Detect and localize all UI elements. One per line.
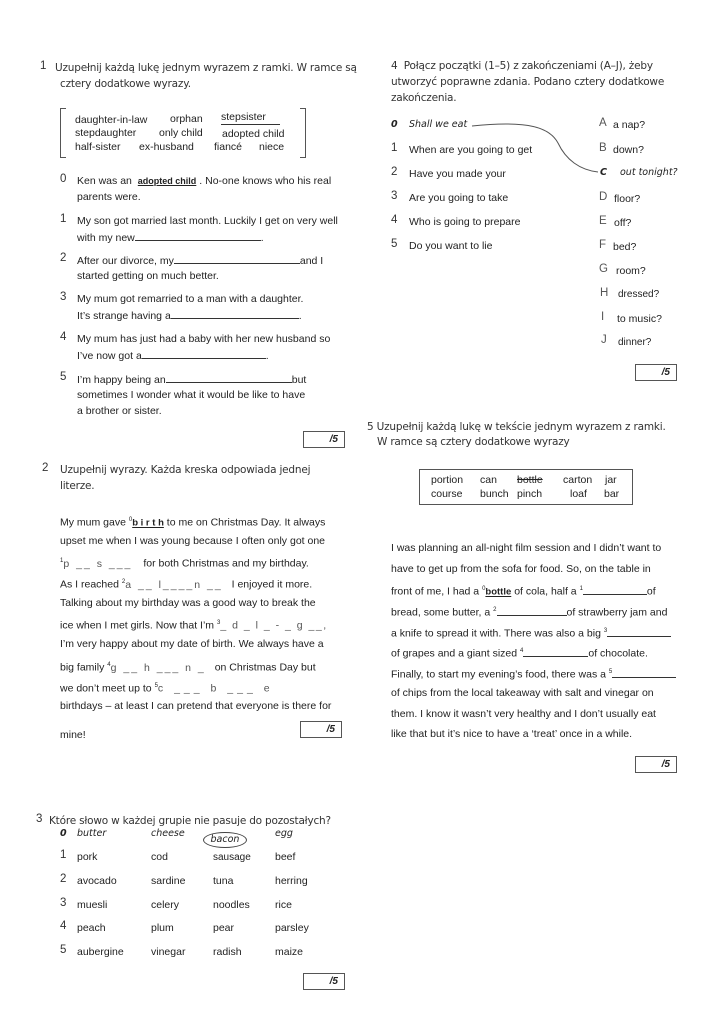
ex1-item5-number: 5 [60,371,67,383]
ex2-line1: My mum gave $^0$b i r t h to me on Christmas Day. It always [60,516,326,529]
ex1-item2-number: 2 [60,252,67,264]
ex4-start2-number: 2 [391,166,398,178]
ex5-line9: them. I know it wasn’t very healthy and I don’t usually eat [391,708,656,720]
ex1-item0-line1: Ken was an adopted child . No-one knows who his real [77,175,332,187]
ex2-line7: I’m very happy about my date of birth. We always have a [60,638,324,650]
ex4-start4-text[interactable]: Who is going to prepare [409,216,521,228]
ex5-instruction-line2: W ramce są cztery dodatkowe wyrazy [377,436,570,448]
word-carton: carton [563,474,593,486]
ex3-row4-word3[interactable]: pear [213,922,235,934]
ex4-start0-number: 0 [391,119,398,130]
ex3-row0-word2: cheese [151,828,185,839]
ex3-instruction: Które słowo w każdej grupie nie pasuje do pozostałych? [49,815,331,827]
ex2-score-box: /5 [300,721,342,738]
ex3-row5-word4[interactable]: maize [275,946,304,958]
ex3-row5-word2[interactable]: vinegar [151,946,186,958]
ex4-end-I-text[interactable]: to music? [617,313,662,325]
ex1-item4-line2: I’ve now got a . [77,347,269,364]
ex1-item5-line2: sometimes I wonder what it would be like to have [77,389,306,401]
ex2-line10: birthdays – at least I can pretend that everyone is there for [60,700,332,712]
ex5-line3: front of me, I had a $^0$bottle of cola, half a $^1$ of [391,581,656,601]
ex4-end-J-letter: J [601,334,607,346]
ex3-row5-word3[interactable]: radish [213,946,242,958]
ex4-end-A-text[interactable]: a nap? [613,119,646,131]
ex2-line3: $^1$p __ s ___ for both Christmas and my birthday. [60,557,309,570]
ex1-item2-line2: started getting on much better. [77,270,219,282]
ex1-item4-gap[interactable] [142,347,266,359]
ex3-row5-word1[interactable]: aubergine [77,946,124,958]
ex4-start3-number: 3 [391,190,398,202]
ex2-gap-2[interactable]: a __ l____n __ [125,578,223,591]
word-course: course [431,488,463,500]
ex3-row2-number: 2 [60,873,67,885]
ex3-row1-number: 1 [60,849,67,861]
ex4-start3-text[interactable]: Are you going to take [409,192,509,204]
ex1-item0-number: 0 [60,173,67,185]
ex3-row3-word4[interactable]: rice [275,899,292,911]
word-niece: niece [259,141,285,153]
ex1-item4-line1: My mum has just had a baby with her new husband so [77,333,331,345]
ex1-item5-line3: a brother or sister. [77,405,162,417]
ex5-answer-0: bottle [485,586,512,598]
ex5-gap-4[interactable] [523,645,588,657]
ex2-line4: As I reached $^2$a __ l____n __ I enjoyed it more. [60,578,313,591]
word-adopted-child: adopted child [222,128,285,140]
ex3-row4-word1[interactable]: peach [77,922,106,934]
ex4-example-connector-line [470,118,600,178]
ex2-line8: big family $^4$g __ h ___ n _ on Christmas Day but [60,661,316,674]
ex4-instruction-line3: zakończenia. [391,92,457,104]
ex1-item1-line1: My son got married last month. Luckily I get on very well [77,215,338,227]
ex5-line1: I was planning an all-night film session and I didn’t want to [391,542,662,554]
ex1-item4-number: 4 [60,331,67,343]
ex2-answer-0: b i r t h [132,517,164,529]
ex3-row4-word4[interactable]: parsley [275,922,309,934]
ex1-item1-gap[interactable] [135,229,261,241]
word-pinch: pinch [517,488,543,500]
ex3-row2-word4[interactable]: herring [275,875,308,887]
ex4-end-J-text[interactable]: dinner? [618,337,652,348]
ex1-item2-gap[interactable] [174,252,300,264]
ex3-row0-word1: butter [77,828,107,839]
ex3-row1-word1[interactable]: pork [77,851,98,863]
ex1-item3-line2: It’s strange having a . [77,307,302,324]
ex2-line6: ice when I met girls. Now that I’m $^3$_ d _ l _ - _ g __, [60,619,328,632]
ex4-start1-number: 1 [391,142,398,154]
word-stepsister: stepsister [221,111,280,125]
ex3-row0-word4: egg [275,828,293,839]
ex3-row1-word2[interactable]: cod [151,851,168,863]
ex4-end-F-text[interactable]: bed? [613,241,637,253]
word-daughter-in-law: daughter-in-law [75,114,148,126]
ex4-score-box: /5 [635,364,677,381]
ex1-item5-gap[interactable] [166,371,292,383]
ex5-line10: like that but it’s nice to have a ‘treat’ once in a while. [391,728,633,740]
ex1-item1-number: 1 [60,213,67,225]
ex4-start1-text[interactable]: When are you going to get [409,144,533,156]
word-jar: jar [605,474,617,486]
ex3-row2-word1[interactable]: avocado [77,875,117,887]
ex5-word-box [419,469,633,505]
ex1-item3-gap[interactable] [171,307,299,319]
ex3-number: 3 [36,813,43,825]
ex5-line7: Finally, to start my evening’s food, there was a $^5$ [391,664,676,683]
ex2-number: 2 [42,462,49,474]
ex1-instruction-line1: Uzupełnij każdą lukę jednym wyrazem z ramki. W ramce są [55,62,357,74]
ex4-end-E-letter: E [599,215,607,227]
ex4-start4-number: 4 [391,214,398,226]
ex3-row1-word3[interactable]: sausage [213,852,251,863]
ex4-end-B-letter: B [599,142,607,154]
ex5-score-box: /5 [635,756,677,773]
ex3-row4-word2[interactable]: plum [151,922,174,934]
word-stepdaughter: stepdaughter [75,127,137,139]
ex4-end-H-letter: H [600,287,609,299]
ex3-row5-number: 5 [60,944,67,956]
ex1-item1-line2: with my new . [77,229,264,246]
ex1-instruction-line2: cztery dodatkowe wyrazy. [60,78,191,90]
ex2-gap-3[interactable]: _ d _ l _ - _ g __, [220,619,328,632]
ex4-start5-number: 5 [391,238,398,250]
word-bottle-crossed: bottle [517,474,543,486]
ex3-row3-word2[interactable]: celery [151,899,180,911]
ex2-line11: mine! [60,729,86,741]
word-portion: portion [431,474,464,486]
ex4-end-C-letter: C [600,167,607,178]
word-orphan: orphan [170,113,203,125]
ex2-line9: we don’t meet up to $^5$c ___ b ___ e [60,682,274,695]
ex5-line5: a knife to spread it with. There was also a big $^3$ [391,623,671,642]
word-ex-husband: ex-husband [139,141,194,153]
ex1-item5-line1: I’m happy being an but [77,371,306,388]
ex4-end-H-text[interactable]: dressed? [618,289,660,300]
ex3-row2-word2[interactable]: sardine [151,875,186,887]
ex1-score-box: /5 [303,431,345,448]
ex4-start2-text[interactable]: Have you made your [409,168,506,180]
ex2-instruction-line1: Uzupełnij wyrazy. Każda kreska odpowiada jednej [60,464,311,476]
ex4-end-E-text[interactable]: off? [614,217,632,229]
ex5-gap-2[interactable] [497,604,567,616]
ex1-item0-answer: adopted child [137,176,197,186]
ex3-row3-number: 3 [60,897,67,909]
ex3-row0-number: 0 [60,828,67,839]
ex3-row3-word3[interactable]: noodles [213,899,250,911]
ex4-end-G-text[interactable]: room? [616,265,646,277]
ex1-item3-number: 3 [60,291,67,303]
ex4-end-G-letter: G [599,263,608,275]
ex1-item2-line1: After our divorce, my and I [77,252,323,269]
ex4-end-C-text: out tonight? [620,167,678,178]
word-only-child: only child [159,127,203,139]
ex2-gap-1[interactable]: p __ s ___ [63,557,133,570]
ex4-start0-text: Shall we eat [409,119,468,130]
ex5-gap-1[interactable] [583,583,647,595]
ex1-number: 1 [40,60,47,72]
word-bar: bar [604,488,620,500]
ex1-item0-line2: parents were. [77,191,141,203]
ex3-row4-number: 4 [60,920,67,932]
word-can: can [480,474,497,486]
ex5-line4: bread, some butter, a $^2$ of strawberry jam and [391,602,667,621]
ex2-gap-4[interactable]: g __ h ___ n _ [110,661,206,674]
ex1-word-box [60,108,306,156]
ex3-row1-word4[interactable]: beef [275,851,296,863]
ex4-end-A-letter: A [599,117,607,129]
ex5-line2: have to get up from the sofa for food. So, on the table in [391,563,651,575]
ex4-start5-text[interactable]: Do you want to lie [409,240,493,252]
word-half-sister: half-sister [75,141,121,153]
ex4-end-B-text[interactable]: down? [613,144,644,156]
ex2-line2: upset me when I was young because I often only got one [60,535,326,547]
ex5-gap-5[interactable] [612,666,676,678]
ex5-gap-3[interactable] [607,625,671,637]
ex4-end-D-letter: D [599,191,608,203]
word-fiance: fiancé [214,141,243,153]
ex3-row2-word3[interactable]: tuna [213,875,234,887]
ex2-instruction-line2: literze. [60,480,95,492]
ex5-line6: of grapes and a giant sized $^4$ of chocolate. [391,643,648,662]
ex4-instruction-line2: utworzyć poprawne zdania. Podano cztery dodatkowe [391,76,665,88]
ex5-line8: of chips from the local takeaway with salt and vinegar on [391,687,654,699]
ex3-row0-word3-circled: bacon [203,832,247,848]
word-bunch: bunch [480,488,509,500]
ex4-end-I-letter: I [601,311,605,323]
ex2-line5: Talking about my birthday was a good way to break the [60,597,316,609]
ex4-end-F-letter: F [599,239,607,251]
ex5-instruction-line1: 5 Uzupełnij każdą lukę w tekście jednym wyrazem z ramki. [367,421,666,433]
ex4-instruction-line1: 4 Połącz początki (1–5) z zakończeniami (A–J), żeby [391,60,653,72]
ex2-gap-5[interactable]: c ___ b ___ e [157,682,274,695]
ex1-item3-line1: My mum got remarried to a man with a daughter. [77,293,304,305]
ex3-score-box: /5 [303,973,345,990]
ex3-row3-word1[interactable]: muesli [77,899,108,911]
word-loaf: loaf [570,488,587,500]
ex4-end-D-text[interactable]: floor? [614,193,641,205]
